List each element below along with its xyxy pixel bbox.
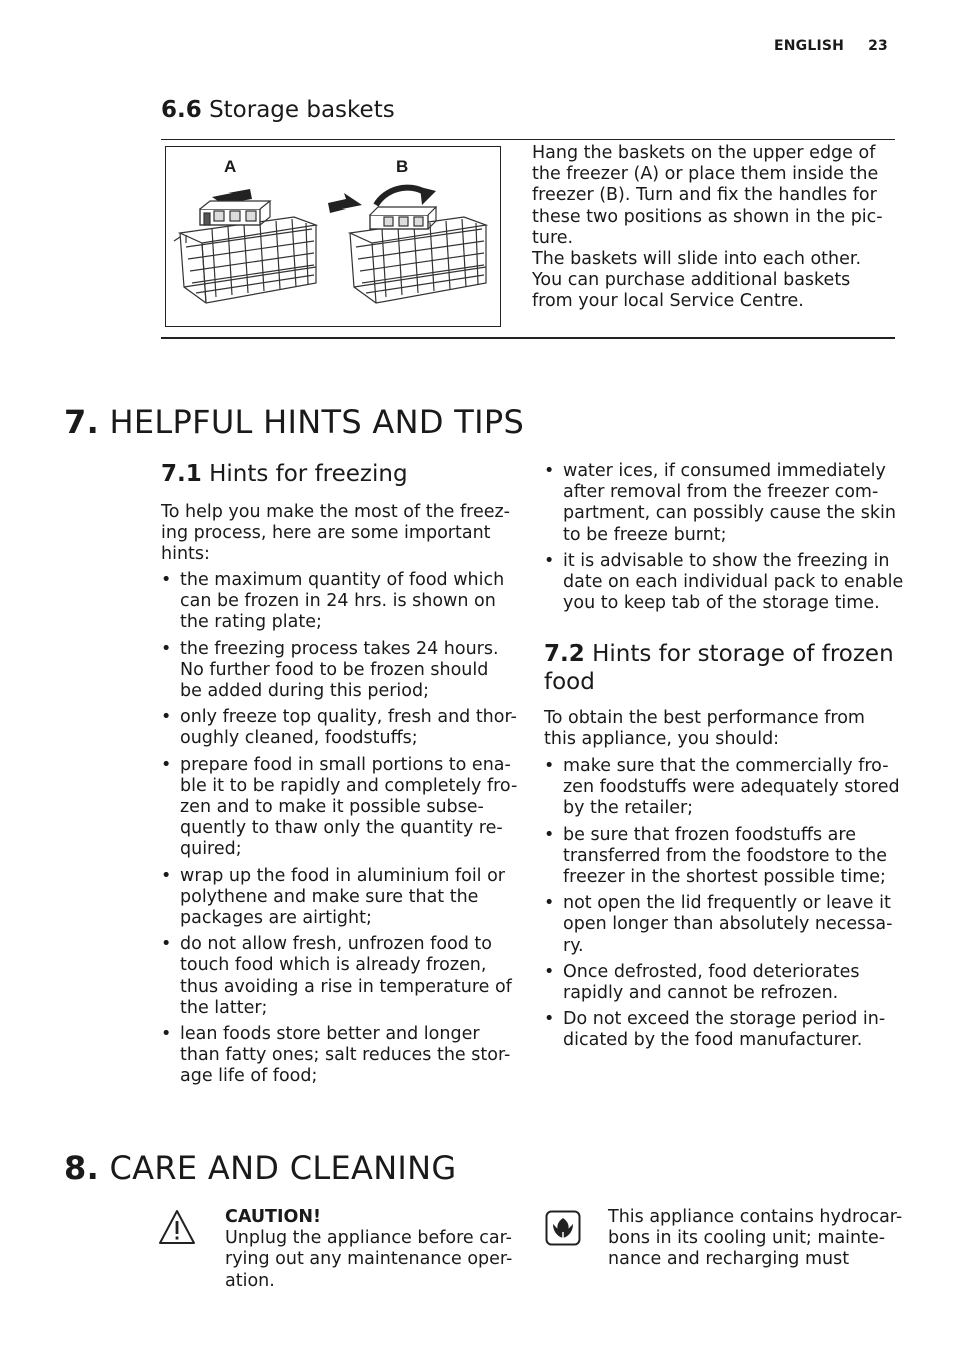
text-line: You can purchase additional baskets bbox=[532, 270, 851, 291]
freezing-hints-list-continued bbox=[544, 461, 904, 619]
text-line: freezer (B). Turn and fix the handles for bbox=[532, 185, 877, 206]
text-line: the rating plate; bbox=[180, 612, 322, 633]
page-header bbox=[774, 38, 888, 54]
text-line: open longer than absolutely necessa- bbox=[563, 914, 893, 935]
storage-baskets-figure bbox=[165, 146, 501, 327]
caution-note bbox=[225, 1207, 525, 1292]
arrow-right-icon bbox=[328, 193, 362, 213]
text-line: • prepare food in small portions to ena- bbox=[180, 754, 511, 775]
text-line: • the maximum quantity of food which bbox=[180, 570, 505, 590]
text-line: dicated by the food manufacturer. bbox=[563, 1030, 863, 1051]
list-item bbox=[544, 756, 904, 820]
list-item bbox=[161, 866, 521, 930]
chapter-number: 7. bbox=[64, 403, 100, 441]
table-top-rule bbox=[161, 139, 895, 140]
list-item bbox=[161, 570, 521, 634]
text-line: quently to thaw only the quantity re- bbox=[180, 818, 503, 839]
text-line: quired; bbox=[180, 839, 242, 860]
section-title: Hints for freezing bbox=[209, 461, 408, 487]
text-line: ing process, here are some important bbox=[161, 523, 491, 544]
text-line: than fatty ones; salt reduces the stor- bbox=[180, 1045, 511, 1066]
text-line: to be freeze burnt; bbox=[563, 524, 727, 545]
text-line: ation. bbox=[225, 1270, 275, 1291]
text-line: these two positions as shown in the pic- bbox=[532, 206, 883, 227]
basket-illustration bbox=[166, 147, 500, 326]
text-line: rapidly and cannot be refrozen. bbox=[563, 983, 839, 1004]
section-title-line2: food bbox=[544, 669, 595, 695]
language-label: ENGLISH bbox=[774, 38, 845, 54]
basket-a-drawing bbox=[174, 201, 316, 303]
text-line: zen foodstuffs were adequately stored bbox=[563, 777, 900, 798]
section-number: 6.6 bbox=[161, 97, 202, 123]
text-line: polythene and make sure that the bbox=[180, 886, 479, 907]
chapter-heading-8 bbox=[64, 1149, 457, 1187]
text-line: • lean foods store better and longer bbox=[180, 1024, 480, 1045]
text-line: • only freeze top quality, fresh and thor- bbox=[180, 707, 517, 728]
text-line: To obtain the best performance from bbox=[544, 708, 865, 728]
list-item bbox=[161, 707, 521, 749]
text-line: Hang the baskets on the upper edge of bbox=[532, 143, 876, 163]
chapter-title: HELPFUL HINTS AND TIPS bbox=[109, 403, 525, 441]
list-item bbox=[161, 755, 521, 861]
figure-label-b: B bbox=[396, 157, 409, 176]
text-line: you to keep tab of the storage time. bbox=[563, 593, 880, 614]
text-line: partment, can possibly cause the skin bbox=[563, 503, 896, 524]
environment-leaf-icon bbox=[545, 1210, 581, 1246]
page-number: 23 bbox=[868, 38, 888, 54]
chapter-heading-7 bbox=[64, 403, 524, 441]
text-line: oughly cleaned, foodstuffs; bbox=[180, 728, 418, 749]
list-item bbox=[544, 551, 904, 615]
table-bottom-rule bbox=[161, 337, 895, 339]
warning-triangle-icon bbox=[158, 1209, 196, 1245]
text-line: hints: bbox=[161, 544, 210, 565]
section-title: Storage baskets bbox=[209, 97, 395, 123]
text-line: • be sure that frozen foodstuffs are bbox=[563, 824, 856, 845]
text-line: • Once defrosted, food deteriorates bbox=[563, 961, 860, 982]
section-title-line1: Hints for storage of frozen bbox=[592, 641, 894, 667]
text-line: freezer in the shortest possible time; bbox=[563, 867, 886, 888]
text-line: • wrap up the food in aluminium foil or bbox=[180, 865, 506, 886]
text-line: • make sure that the commercially fro- bbox=[563, 756, 889, 776]
text-line: ble it to be rapidly and completely fro- bbox=[180, 775, 518, 796]
text-line: • not open the lid frequently or leave it bbox=[563, 893, 891, 914]
list-item bbox=[161, 934, 521, 1019]
environment-note bbox=[608, 1207, 908, 1271]
text-line: rying out any maintenance oper- bbox=[225, 1249, 513, 1270]
text-line: thus avoiding a rise in temperature of bbox=[180, 976, 512, 997]
chapter-title: CARE AND CLEANING bbox=[109, 1149, 457, 1187]
text-line: • it is advisable to show the freezing in bbox=[563, 550, 890, 571]
list-item bbox=[544, 461, 904, 546]
text-line: can be frozen in 24 hrs. is shown on bbox=[180, 591, 496, 612]
text-line: transferred from the foodstore to the bbox=[563, 845, 887, 866]
text-line: be added during this period; bbox=[180, 681, 429, 702]
list-item bbox=[161, 639, 521, 703]
figure-label-a: A bbox=[224, 157, 237, 176]
storage-intro bbox=[544, 708, 904, 750]
section-number: 7.2 bbox=[544, 641, 585, 667]
text-line: the freezer (A) or place them inside the bbox=[532, 164, 879, 185]
chapter-number: 8. bbox=[64, 1149, 100, 1187]
list-item bbox=[544, 962, 904, 1004]
text-line: the latter; bbox=[180, 997, 268, 1018]
text-line: after removal from the freezer com- bbox=[563, 482, 879, 503]
section-heading-7-1 bbox=[161, 460, 408, 488]
text-line: To help you make the most of the freez- bbox=[161, 502, 511, 522]
text-line: • the freezing process takes 24 hours. bbox=[180, 638, 499, 659]
text-line: • do not allow fresh, unfrozen food to bbox=[180, 934, 492, 955]
text-line: packages are airtight; bbox=[180, 908, 372, 929]
text-line: ry. bbox=[563, 935, 584, 956]
rotate-arrow-icon bbox=[376, 187, 436, 205]
section-number: 7.1 bbox=[161, 461, 202, 487]
text-line: ture. bbox=[532, 227, 574, 248]
text-line: Unplug the appliance before car- bbox=[225, 1228, 512, 1249]
text-line: No further food to be frozen should bbox=[180, 659, 489, 680]
text-line: bons in its cooling unit; mainte- bbox=[608, 1228, 886, 1249]
text-line: touch food which is already frozen, bbox=[180, 955, 487, 976]
text-line: • Do not exceed the storage period in- bbox=[563, 1009, 886, 1030]
basket-b-drawing bbox=[350, 207, 486, 303]
text-line: date on each individual pack to enable bbox=[563, 572, 904, 593]
text-line: by the retailer; bbox=[563, 798, 694, 819]
text-line: The baskets will slide into each other. bbox=[532, 249, 862, 270]
freezing-hints-list bbox=[161, 570, 521, 1093]
text-line: from your local Service Centre. bbox=[532, 291, 804, 312]
caution-title: CAUTION! bbox=[225, 1207, 322, 1227]
text-line: age life of food; bbox=[180, 1066, 318, 1087]
section-heading-7-2 bbox=[544, 640, 904, 696]
list-item bbox=[544, 1009, 904, 1051]
text-line: • water ices, if consumed immediately bbox=[563, 461, 886, 481]
storage-hints-list bbox=[544, 756, 904, 1057]
list-item bbox=[544, 825, 904, 889]
text-line: nance and recharging must bbox=[608, 1249, 850, 1270]
section-heading-6-6 bbox=[161, 96, 395, 124]
storage-baskets-description bbox=[532, 143, 897, 313]
freezing-intro bbox=[161, 502, 521, 566]
list-item bbox=[544, 893, 904, 957]
list-item bbox=[161, 1024, 521, 1088]
text-line: zen and to make it possible subse- bbox=[180, 797, 484, 818]
text-line: this appliance, you should: bbox=[544, 729, 780, 750]
text-line: This appliance contains hydrocar- bbox=[608, 1207, 903, 1227]
